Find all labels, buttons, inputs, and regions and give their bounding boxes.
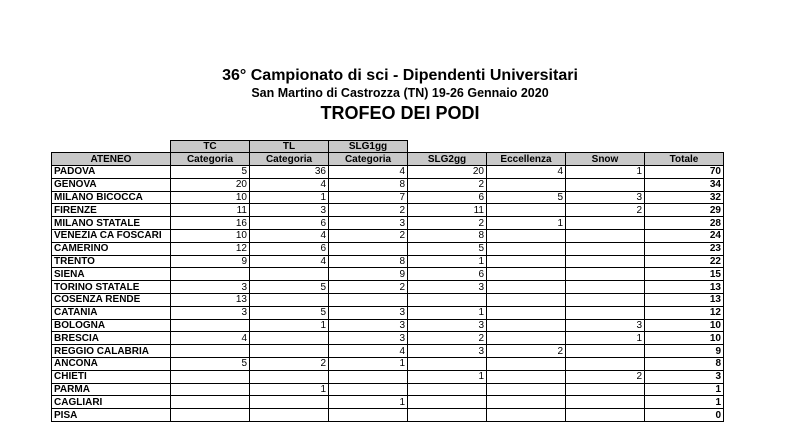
slg2gg-cell: 6 xyxy=(408,268,487,281)
group-header-tc: TC xyxy=(171,141,250,153)
snow-cell xyxy=(566,396,645,409)
eccellenza-cell xyxy=(487,204,566,217)
table-row xyxy=(52,204,724,217)
tl-cell: 36 xyxy=(250,166,329,179)
eccellenza-cell: 2 xyxy=(487,345,566,358)
tl-cell xyxy=(250,332,329,345)
eccellenza-cell xyxy=(487,358,566,371)
slg2gg-cell xyxy=(408,358,487,371)
slg2gg-cell: 2 xyxy=(408,178,487,191)
snow-cell xyxy=(566,345,645,358)
totale-cell: 10 xyxy=(645,332,724,345)
tl-cell xyxy=(250,294,329,307)
ateneo-cell: CATANIA xyxy=(52,306,171,319)
slg1gg-cell: 3 xyxy=(329,319,408,332)
slg1gg-cell: 2 xyxy=(329,281,408,294)
snow-cell: 1 xyxy=(566,332,645,345)
table-row xyxy=(52,178,724,191)
table-row xyxy=(52,166,724,179)
totale-cell: 0 xyxy=(645,409,724,422)
blank-cell xyxy=(566,141,645,153)
tc-cell: 5 xyxy=(171,166,250,179)
tl-cell: 2 xyxy=(250,358,329,371)
snow-cell xyxy=(566,383,645,396)
slg2gg-cell xyxy=(408,409,487,422)
totale-cell: 12 xyxy=(645,306,724,319)
totale-cell: 23 xyxy=(645,242,724,255)
tl-cell: 1 xyxy=(250,383,329,396)
slg1gg-cell: 3 xyxy=(329,332,408,345)
table-row xyxy=(52,319,724,332)
tl-cell: 6 xyxy=(250,242,329,255)
slg2gg-cell: 5 xyxy=(408,242,487,255)
slg1gg-cell xyxy=(329,242,408,255)
slg2gg-cell: 3 xyxy=(408,281,487,294)
ateneo-cell: MILANO BICOCCA xyxy=(52,191,171,204)
page-title: 36° Campionato di sci - Dipendenti Universitari xyxy=(222,67,578,84)
tc-cell xyxy=(171,370,250,383)
tl-cell: 1 xyxy=(250,319,329,332)
table-row xyxy=(52,306,724,319)
snow-cell: 3 xyxy=(566,191,645,204)
table-row xyxy=(52,358,724,371)
snow-cell xyxy=(566,358,645,371)
eccellenza-cell xyxy=(487,255,566,268)
totale-cell: 13 xyxy=(645,294,724,307)
eccellenza-cell xyxy=(487,306,566,319)
eccellenza-cell: 5 xyxy=(487,191,566,204)
table-row xyxy=(52,217,724,230)
ateneo-cell: TORINO STATALE xyxy=(52,281,171,294)
column-header-tl-categoria: Categoria xyxy=(250,153,329,166)
ateneo-cell: FIRENZE xyxy=(52,204,171,217)
ateneo-cell: BOLOGNA xyxy=(52,319,171,332)
ateneo-cell: SIENA xyxy=(52,268,171,281)
column-header-slg2gg: SLG2gg xyxy=(408,153,487,166)
snow-cell xyxy=(566,217,645,230)
slg2gg-cell: 1 xyxy=(408,306,487,319)
totale-cell: 34 xyxy=(645,178,724,191)
table-row xyxy=(52,345,724,358)
slg1gg-cell: 3 xyxy=(329,217,408,230)
snow-cell xyxy=(566,306,645,319)
tc-cell xyxy=(171,345,250,358)
slg1gg-cell xyxy=(329,370,408,383)
totale-cell: 1 xyxy=(645,383,724,396)
ateneo-cell: CAMERINO xyxy=(52,242,171,255)
slg1gg-cell: 1 xyxy=(329,396,408,409)
slg1gg-cell: 8 xyxy=(329,178,408,191)
slg1gg-cell xyxy=(329,409,408,422)
tl-cell: 1 xyxy=(250,191,329,204)
column-header-eccellenza: Eccellenza xyxy=(487,153,566,166)
tl-cell: 4 xyxy=(250,255,329,268)
tc-cell xyxy=(171,319,250,332)
eccellenza-cell xyxy=(487,409,566,422)
blank-cell xyxy=(645,141,724,153)
table-row xyxy=(52,242,724,255)
eccellenza-cell xyxy=(487,281,566,294)
ateneo-cell: ANCONA xyxy=(52,358,171,371)
slg1gg-cell: 4 xyxy=(329,166,408,179)
tl-cell: 3 xyxy=(250,204,329,217)
snow-cell xyxy=(566,255,645,268)
tc-cell: 20 xyxy=(171,178,250,191)
column-header-tc-categoria: Categoria xyxy=(171,153,250,166)
slg2gg-cell: 8 xyxy=(408,230,487,243)
ateneo-cell: PARMA xyxy=(52,383,171,396)
slg1gg-cell: 2 xyxy=(329,204,408,217)
totale-cell: 13 xyxy=(645,281,724,294)
group-header-row xyxy=(52,141,724,153)
ateneo-cell: REGGIO CALABRIA xyxy=(52,345,171,358)
tc-cell: 4 xyxy=(171,332,250,345)
trophy-title: TROFEO DEI PODI xyxy=(320,103,480,123)
column-header-snow: Snow xyxy=(566,153,645,166)
slg2gg-cell xyxy=(408,383,487,396)
slg2gg-cell: 2 xyxy=(408,332,487,345)
slg1gg-cell xyxy=(329,294,408,307)
eccellenza-cell: 4 xyxy=(487,166,566,179)
totale-cell: 10 xyxy=(645,319,724,332)
slg1gg-cell xyxy=(329,383,408,396)
eccellenza-cell xyxy=(487,230,566,243)
tl-cell xyxy=(250,345,329,358)
tc-cell: 3 xyxy=(171,306,250,319)
totale-cell: 24 xyxy=(645,230,724,243)
ateneo-cell: CAGLIARI xyxy=(52,396,171,409)
table-row xyxy=(52,332,724,345)
eccellenza-cell xyxy=(487,319,566,332)
totale-cell: 22 xyxy=(645,255,724,268)
results-body xyxy=(52,166,724,422)
ateneo-cell: TRENTO xyxy=(52,255,171,268)
results-table xyxy=(51,140,724,422)
column-header-row xyxy=(52,153,724,166)
page-subtitle: San Martino di Castrozza (TN) 19-26 Gennaio 2020 xyxy=(251,86,549,100)
tl-cell: 6 xyxy=(250,217,329,230)
tc-cell: 13 xyxy=(171,294,250,307)
totale-cell: 29 xyxy=(645,204,724,217)
eccellenza-cell xyxy=(487,242,566,255)
blank-cell xyxy=(408,141,487,153)
eccellenza-cell xyxy=(487,383,566,396)
tl-cell xyxy=(250,396,329,409)
tc-cell: 5 xyxy=(171,358,250,371)
totale-cell: 1 xyxy=(645,396,724,409)
slg2gg-cell: 20 xyxy=(408,166,487,179)
totale-cell: 32 xyxy=(645,191,724,204)
group-header-slg1gg: SLG1gg xyxy=(329,141,408,153)
snow-cell: 2 xyxy=(566,370,645,383)
slg1gg-cell: 3 xyxy=(329,306,408,319)
table-row xyxy=(52,268,724,281)
slg2gg-cell: 6 xyxy=(408,191,487,204)
column-header-slg1-categoria: Categoria xyxy=(329,153,408,166)
totale-cell: 3 xyxy=(645,370,724,383)
tc-cell: 9 xyxy=(171,255,250,268)
slg2gg-cell: 1 xyxy=(408,370,487,383)
slg2gg-cell: 1 xyxy=(408,255,487,268)
snow-cell: 2 xyxy=(566,204,645,217)
tl-cell xyxy=(250,409,329,422)
table-row xyxy=(52,281,724,294)
tc-cell xyxy=(171,383,250,396)
totale-cell: 8 xyxy=(645,358,724,371)
snow-cell: 1 xyxy=(566,166,645,179)
slg1gg-cell: 9 xyxy=(329,268,408,281)
tl-cell: 5 xyxy=(250,306,329,319)
tc-cell: 10 xyxy=(171,230,250,243)
tc-cell xyxy=(171,409,250,422)
slg1gg-cell: 7 xyxy=(329,191,408,204)
eccellenza-cell xyxy=(487,396,566,409)
slg2gg-cell: 3 xyxy=(408,345,487,358)
snow-cell xyxy=(566,294,645,307)
ateneo-cell: CHIETI xyxy=(52,370,171,383)
slg1gg-cell: 4 xyxy=(329,345,408,358)
totale-cell: 9 xyxy=(645,345,724,358)
table-row xyxy=(52,230,724,243)
slg2gg-cell xyxy=(408,396,487,409)
table-row xyxy=(52,294,724,307)
column-header-totale: Totale xyxy=(645,153,724,166)
eccellenza-cell xyxy=(487,268,566,281)
tl-cell xyxy=(250,268,329,281)
ateneo-cell: PADOVA xyxy=(52,166,171,179)
table-row xyxy=(52,255,724,268)
eccellenza-cell: 1 xyxy=(487,217,566,230)
tl-cell: 5 xyxy=(250,281,329,294)
snow-cell xyxy=(566,230,645,243)
eccellenza-cell xyxy=(487,178,566,191)
tl-cell xyxy=(250,370,329,383)
ateneo-cell: MILANO STATALE xyxy=(52,217,171,230)
group-header-tl: TL xyxy=(250,141,329,153)
slg2gg-cell: 3 xyxy=(408,319,487,332)
snow-cell xyxy=(566,281,645,294)
tc-cell: 3 xyxy=(171,281,250,294)
totale-cell: 28 xyxy=(645,217,724,230)
table-row xyxy=(52,396,724,409)
tc-cell: 16 xyxy=(171,217,250,230)
tc-cell xyxy=(171,268,250,281)
slg1gg-cell: 2 xyxy=(329,230,408,243)
table-row xyxy=(52,191,724,204)
tl-cell: 4 xyxy=(250,230,329,243)
slg1gg-cell: 8 xyxy=(329,255,408,268)
ateneo-cell: COSENZA RENDE xyxy=(52,294,171,307)
slg2gg-cell: 11 xyxy=(408,204,487,217)
eccellenza-cell xyxy=(487,332,566,345)
totale-cell: 70 xyxy=(645,166,724,179)
snow-cell xyxy=(566,242,645,255)
table-row xyxy=(52,370,724,383)
snow-cell xyxy=(566,178,645,191)
snow-cell xyxy=(566,409,645,422)
ateneo-cell: PISA xyxy=(52,409,171,422)
tc-cell xyxy=(171,396,250,409)
tc-cell: 11 xyxy=(171,204,250,217)
slg2gg-cell: 2 xyxy=(408,217,487,230)
tc-cell: 10 xyxy=(171,191,250,204)
ateneo-cell: BRESCIA xyxy=(52,332,171,345)
eccellenza-cell xyxy=(487,294,566,307)
blank-cell xyxy=(487,141,566,153)
snow-cell xyxy=(566,268,645,281)
blank-cell xyxy=(52,141,171,153)
tc-cell: 12 xyxy=(171,242,250,255)
tl-cell: 4 xyxy=(250,178,329,191)
totale-cell: 15 xyxy=(645,268,724,281)
snow-cell: 3 xyxy=(566,319,645,332)
table-row xyxy=(52,409,724,422)
slg2gg-cell xyxy=(408,294,487,307)
column-header-ateneo: ATENEO xyxy=(52,153,171,166)
ateneo-cell: VENEZIA CA FOSCARI xyxy=(52,230,171,243)
slg1gg-cell: 1 xyxy=(329,358,408,371)
table-row xyxy=(52,383,724,396)
ateneo-cell: GENOVA xyxy=(52,178,171,191)
eccellenza-cell xyxy=(487,370,566,383)
